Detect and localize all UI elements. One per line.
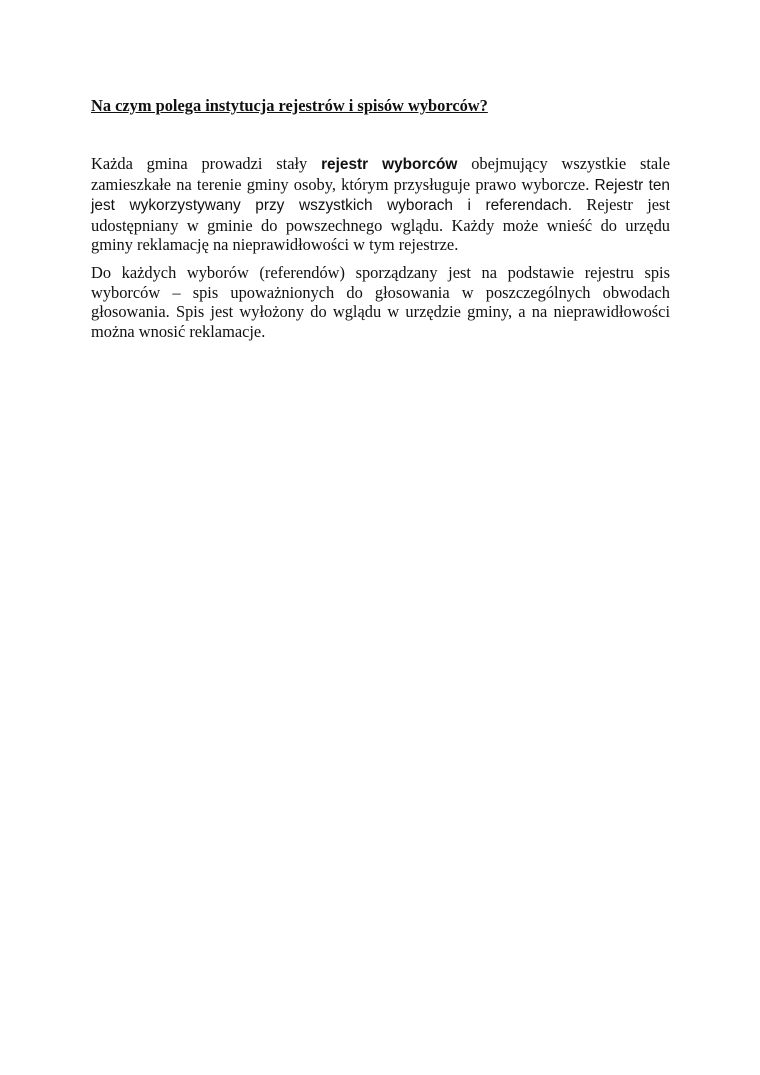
document-content [91, 96, 670, 341]
paragraph-register-sentence-usage: Rejestr ten jest wykorzystywany przy wszystkich wyborach i referendach. [91, 176, 670, 215]
paragraph-register-text-2: obejmujący wszystkie stale zamieszkałe na terenie gminy osoby, którym przysługuje prawo wyborcze. [91, 154, 670, 194]
paragraph-register-text-1: Każda gmina prowadzi stały [91, 154, 322, 173]
paragraph-register-text-3: Rejestr jest udostępniany w gminie do powszechnego wglądu. Każdy może wnieść do urzędu gminy reklamację na nieprawidłowości w tym rejestrze. [91, 195, 670, 255]
register-term-bold: rejestr wyborców [321, 156, 458, 173]
paragraph-register [91, 154, 670, 255]
paragraph-voter-list: Do każdych wyborów (referendów) sporządzany jest na podstawie rejestru spis wyborców – spis upoważnionych do głosowania w poszczególnych obwodach głosowania. Spis jest wyłożony do wglądu w urzędzie gminy, a na nieprawidłowości można wnosić reklamacje. [91, 262, 670, 341]
document-title: Na czym polega instytucja rejestrów i spisów wyborców? [91, 96, 488, 115]
